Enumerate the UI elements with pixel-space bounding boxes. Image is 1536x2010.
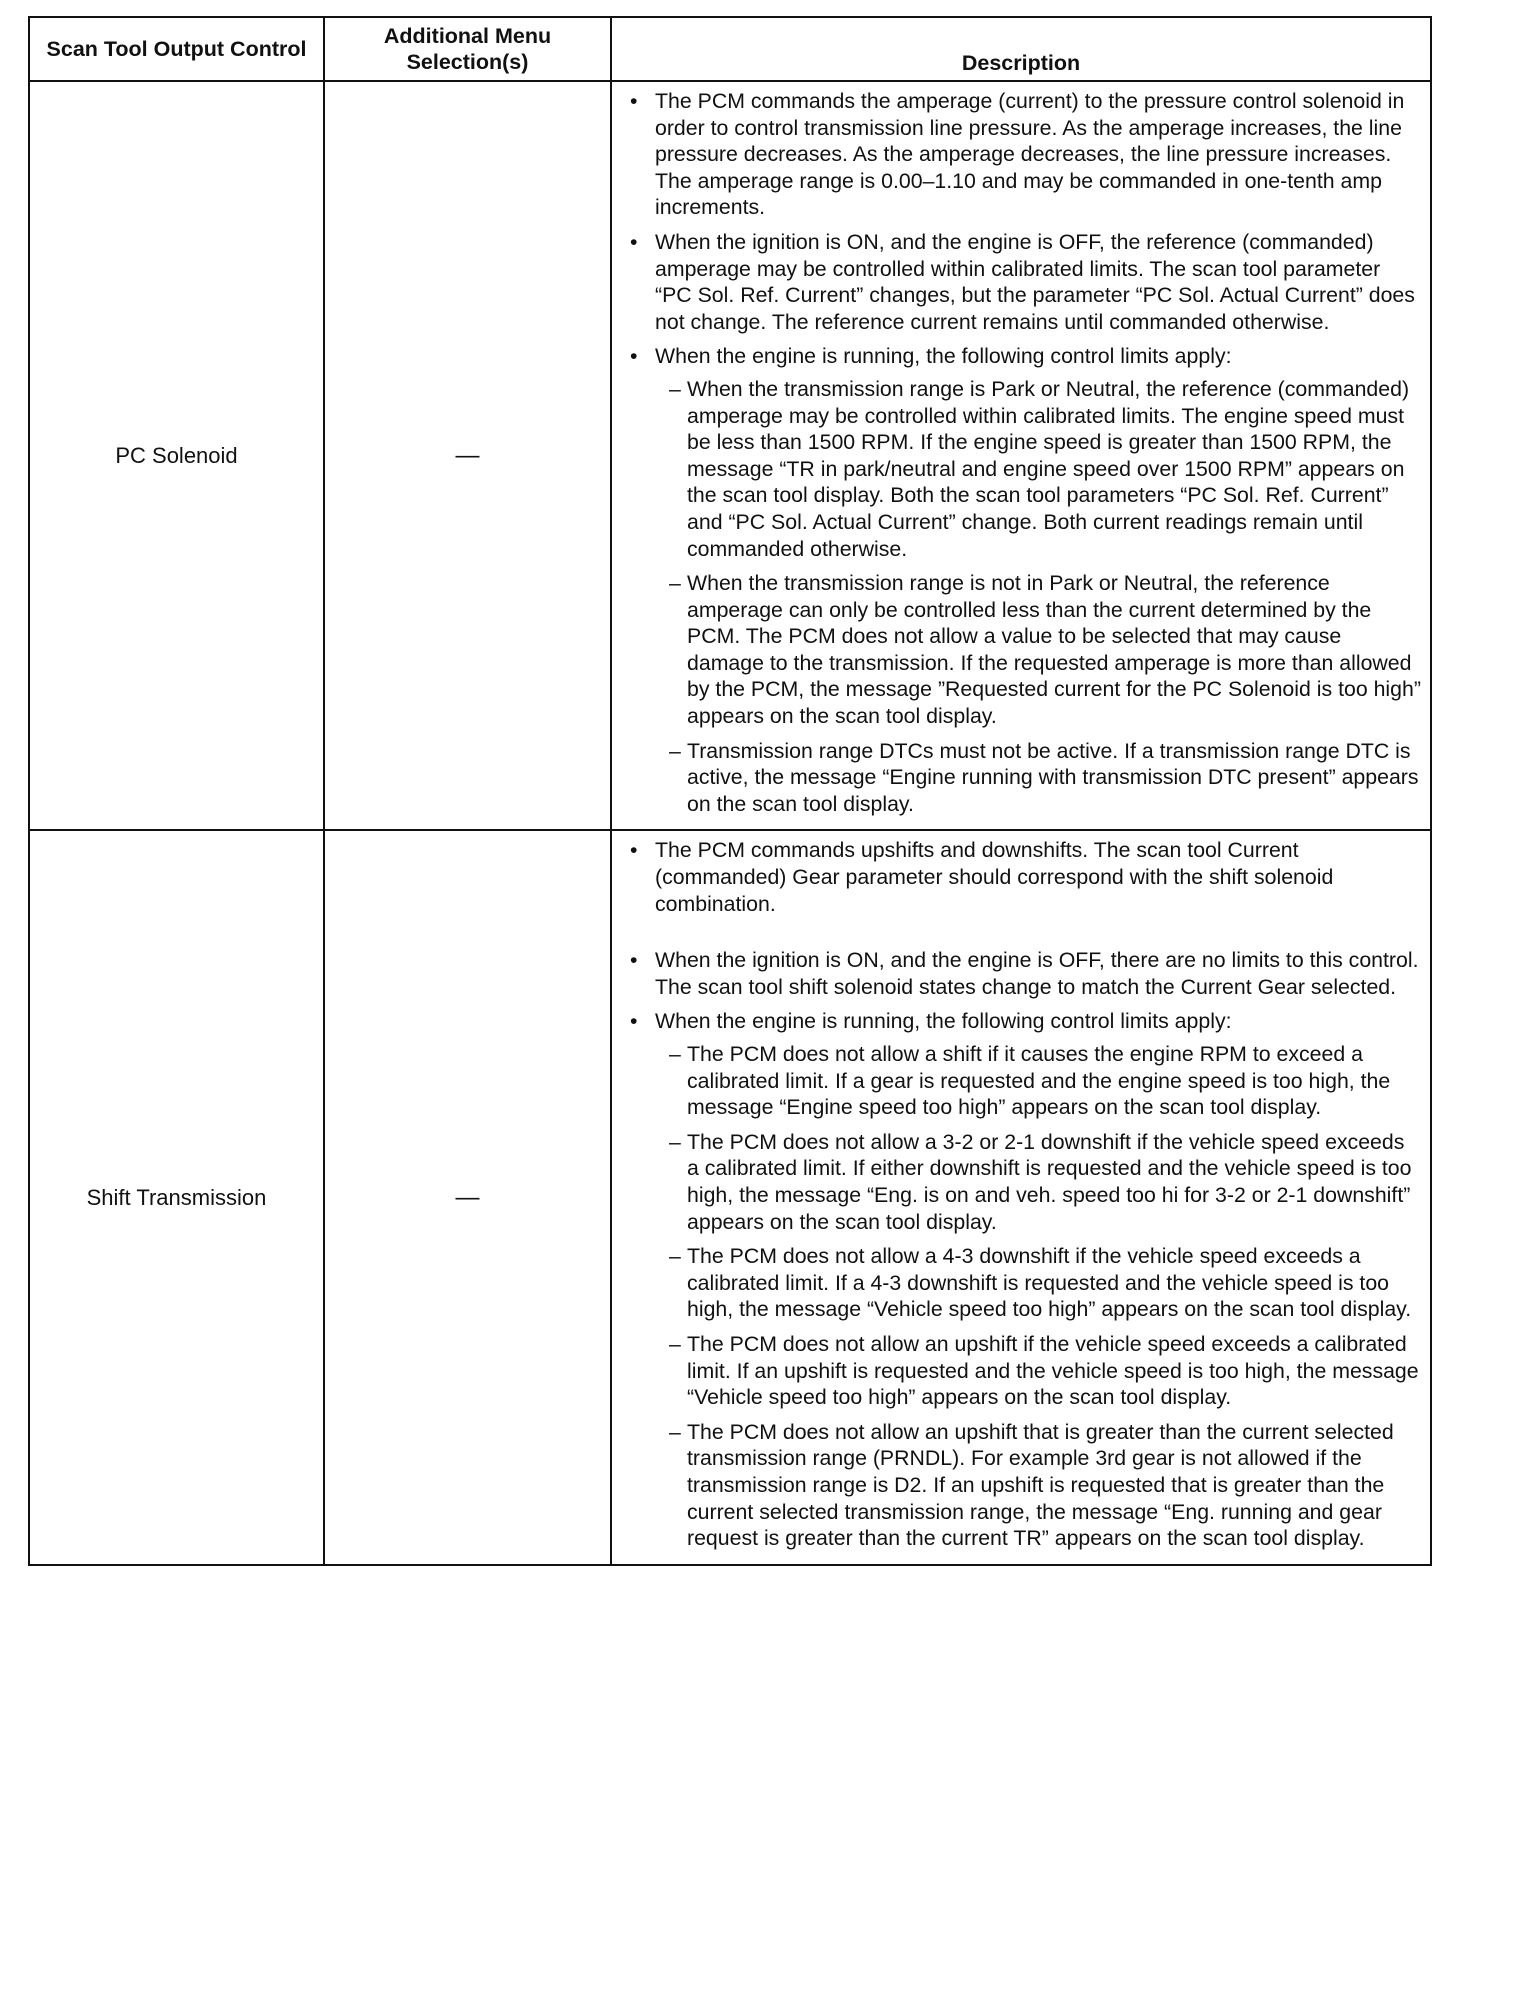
description-cell	[611, 830, 1431, 1564]
menu-selection-value: —	[324, 81, 611, 830]
header-description: Description	[961, 51, 1081, 75]
header-description-cell	[611, 17, 1431, 81]
limit-item: – The PCM does not allow a 3-2 or 2-1 downshift if the vehicle speed exceeds a calibrated limit. If either downshift is requested and the vehicle speed is too high, the message “Eng. is on and veh. speed too hi for 3-2 or 2-1 downshift” appears on the scan tool display.	[687, 1129, 1422, 1235]
description-cell	[611, 81, 1431, 830]
bullet-item-with-sublist	[655, 1008, 1422, 1551]
menu-selection-value: —	[324, 830, 611, 1564]
header-scan-tool-output-control: Scan Tool Output Control	[29, 17, 324, 81]
bullet-text: When the engine is running, the following control limits apply:	[655, 344, 1232, 369]
output-control-name: Shift Transmission	[29, 830, 324, 1564]
table-row	[29, 81, 1431, 830]
header-additional-menu-selections: Additional Menu Selection(s)	[324, 17, 611, 81]
limit-item: – The PCM does not allow an upshift if the vehicle speed exceeds a calibrated limit. If an upshift is requested and the vehicle speed is too high, the message “Vehicle speed too high” appears on the scan tool display.	[687, 1331, 1422, 1411]
limit-item: – The PCM does not allow a 4-3 downshift if the vehicle speed exceeds a calibrated limit. If a 4-3 downshift is requested and the vehicle speed is too high, the message “Vehicle speed too high” appears on the scan tool display.	[687, 1243, 1422, 1323]
control-limits-list	[655, 376, 1422, 818]
bullet-item: • The PCM commands upshifts and downshifts. The scan tool Current (commanded) Gear parameter should correspond with the shift solenoid combination.	[655, 837, 1422, 917]
bullet-text: When the engine is running, the following control limits apply:	[655, 1009, 1232, 1034]
bullet-item: • When the ignition is ON, and the engine is OFF, there are no limits to this control. The scan tool shift solenoid states change to match the Current Gear selected.	[655, 947, 1422, 1000]
bullet-item: • When the ignition is ON, and the engine is OFF, the reference (commanded) amperage may be controlled within calibrated limits. The scan tool parameter “PC Sol. Ref. Current” changes, but the parameter “PC Sol. Actual Current” does not change. The reference current remains until commanded otherwise.	[655, 229, 1422, 335]
limit-item: – The PCM does not allow an upshift that is greater than the current selected transmission range (PRNDL). For example 3rd gear is not allowed if the transmission range is D2. If an upshift is requested that is greater than the current selected transmission range, the message “Eng. running and gear request is greater than the current TR” appears on the scan tool display.	[687, 1419, 1422, 1552]
control-limits-list	[655, 1041, 1422, 1552]
description-bullet-list	[612, 88, 1422, 817]
limit-item: – The PCM does not allow a shift if it causes the engine RPM to exceed a calibrated limit. If a gear is requested and the engine speed is too high, the message “Engine speed too high” appears on the scan tool display.	[687, 1041, 1422, 1121]
bullet-item: • The PCM commands the amperage (current) to the pressure control solenoid in order to control transmission line pressure. As the amperage increases, the line pressure decreases. As the amperage decreases, the line pressure increases. The amperage range is 0.00–1.10 and may be commanded in one-tenth amp increments.	[655, 88, 1422, 221]
header-row	[29, 17, 1431, 81]
bullet-item-with-sublist	[655, 343, 1422, 817]
output-control-name: PC Solenoid	[29, 81, 324, 830]
table-row	[29, 830, 1431, 1564]
scan-tool-output-controls-table	[28, 16, 1432, 1566]
limit-item: – Transmission range DTCs must not be active. If a transmission range DTC is active, the message “Engine running with transmission DTC present” appears on the scan tool display.	[687, 738, 1422, 818]
description-bullet-list	[612, 837, 1422, 1551]
limit-item: – When the transmission range is Park or Neutral, the reference (commanded) amperage may be controlled within calibrated limits. The engine speed must be less than 1500 RPM. If the engine speed is greater than 1500 RPM, the message “TR in park/neutral and engine speed over 1500 RPM” appears on the scan tool display. Both the scan tool parameters “PC Sol. Ref. Current” and “PC Sol. Actual Current” change. Both current readings remain until commanded otherwise.	[687, 376, 1422, 562]
limit-item: – When the transmission range is not in Park or Neutral, the reference amperage can only be controlled less than the current determined by the PCM. The PCM does not allow a value to be selected that may cause damage to the transmission. If the requested amperage is more than allowed by the PCM, the message ”Requested current for the PC Solenoid is too high” appears on the scan tool display.	[687, 570, 1422, 730]
